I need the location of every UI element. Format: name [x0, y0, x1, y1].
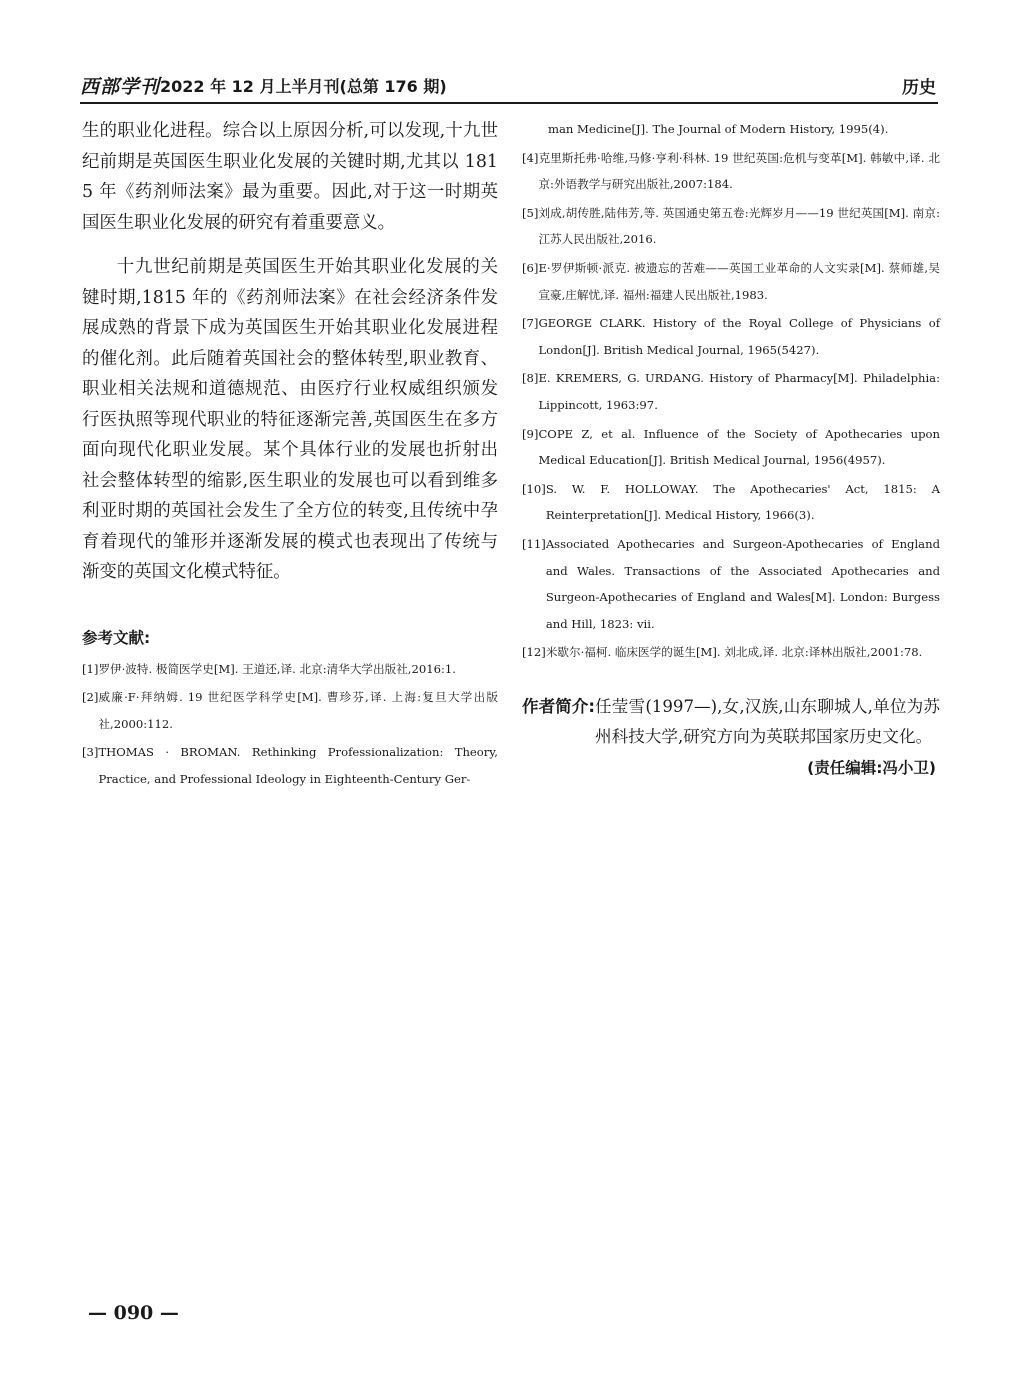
- reference-item: [522, 200, 940, 253]
- references-title: 参考文献:: [82, 628, 151, 647]
- journal-logo: 西部学刊: [80, 76, 161, 98]
- reference-item: [522, 421, 940, 474]
- reference-item: [522, 310, 940, 363]
- reference-text: E. KREMERS, G. URDANG. History of Pharmacy[M]. Philadelphia: Lippincott, 1963:97.: [538, 371, 940, 412]
- reference-number: [11]: [522, 536, 546, 551]
- author-bio: [522, 692, 940, 752]
- reference-text: Associated Apothecaries and Surgeon-Apothecaries of England and Wales. Transactions of the Associated Apothecaries and Surgeon-Apothecaries of England and Wales[M]. London: Burgess and Hill, 1823: vii.: [545, 536, 940, 631]
- reference-item: [522, 365, 940, 418]
- reference-text: S. W. F. HOLLOWAY. The Apothecaries' Act, 1815: A Reinterpretation[J]. Medical History, 1966(3).: [545, 481, 940, 523]
- reference-number: [3]: [82, 745, 99, 760]
- body-paragraph: 十九世纪前期是英国医生开始其职业化发展的关键时期,1815 年的《药剂师法案》在社会经济条件发展成熟的背景下成为英国医生开始其职业化发展进程的催化剂。此后随着英国社会的整体转型,职业教育、职业相关法规和道德规范、由医疗行业权威组织颁发行医执照等现代职业的特征逐渐完善,英国医生在多方面向现代化职业发展。某个具体行业的发展也折射出社会整体转型的缩影,医生职业的发展也可以看到维多利亚时期的英国社会发生了全方位的转变,且传统中孕育着现代的雏形并逐渐发展的模式也表现出了传统与渐变的英国文化模式特征。: [82, 257, 498, 582]
- reference-text: COPE Z, et al. Influence of the Society of Apothecaries upon Medical Education[J]. British Medical Journal, 1956(4957).: [538, 426, 940, 468]
- reference-item: [82, 739, 498, 792]
- reference-item: [82, 684, 498, 737]
- reference-number: [2]: [82, 690, 99, 705]
- reference-text: E·罗伊斯顿·派克. 被遗忘的苦难——英国工业革命的人文实录[M]. 蔡师雄,吴宣豪,庄解忧,译. 福州:福建人民出版社,1983.: [538, 260, 940, 302]
- body-paragraph: 生的职业化进程。综合以上原因分析,可以发现,十九世纪前期是英国医生职业化发展的关键时期,尤其以 1815 年《药剂师法案》最为重要。因此,对于这一时期英国医生职业化发展的研究有着重要意义。: [82, 121, 498, 233]
- left-column: [82, 116, 498, 794]
- reference-number: [1]: [82, 661, 99, 676]
- reference-item: [522, 476, 940, 529]
- reference-number: [7]: [522, 316, 539, 331]
- reference-number: [4]: [522, 150, 539, 165]
- reference-text: 刘成,胡传胜,陆伟芳,等. 英国通史第五卷:光辉岁月——19 世纪英国[M]. 南京:江苏人民出版社,2016.: [538, 205, 940, 247]
- reference-text: 克里斯托弗·哈维,马修·亨利·科林. 19 世纪英国:危机与变革[M]. 韩敏中,译. 北京:外语教学与研究出版社,2007:184.: [538, 150, 940, 192]
- reference-text: THOMAS · BROMAN. Rethinking Professionalization: Theory, Practice, and Professional Ideology in Eighteenth-Century Ger-: [98, 745, 498, 786]
- reference-text: 米歇尔·福柯. 临床医学的诞生[M]. 刘北成,译. 北京:译林出版社,2001:78.: [545, 645, 923, 660]
- reference-number: [6]: [522, 260, 539, 275]
- reference-text: 罗伊·波特. 极简医学史[M]. 王道还,译. 北京:清华大学出版社,2016:1.: [98, 661, 456, 676]
- page-header: [80, 70, 938, 104]
- reference-number: [5]: [522, 205, 539, 220]
- author-bio-label: 作者简介:: [522, 696, 596, 716]
- reference-number: [8]: [522, 371, 539, 386]
- responsible-editor: (责任编辑:冯小卫): [807, 758, 936, 777]
- page-number: — 090 —: [88, 1302, 179, 1324]
- reference-number: [9]: [522, 426, 539, 441]
- issue-info: 2022 年 12 月上半月刊(总第 176 期): [160, 77, 447, 96]
- reference-item: [522, 639, 940, 666]
- reference-item: [522, 531, 940, 637]
- reference-item: [522, 255, 940, 308]
- reference-text: GEORGE CLARK. History of the Royal College of Physicians of London[J]. British Medical Journal, 1965(5427).: [538, 316, 940, 357]
- section-name: 历史: [902, 78, 936, 98]
- reference-continuation: [522, 116, 940, 143]
- reference-text: man Medicine[J]. The Journal of Modern History, 1995(4).: [548, 122, 889, 136]
- reference-item: [82, 656, 498, 683]
- reference-number: [10]: [522, 481, 546, 496]
- author-bio-text: 任莹雪(1997—),女,汉族,山东聊城人,单位为苏州科技大学,研究方向为英联邦国家历史文化。: [595, 696, 940, 746]
- reference-item: [522, 145, 940, 198]
- reference-text: 威廉·F·拜纳姆. 19 世纪医学科学史[M]. 曹珍芬,译. 上海:复旦大学出版社,2000:112.: [98, 690, 498, 731]
- right-column: [522, 116, 940, 778]
- reference-number: [12]: [522, 645, 546, 660]
